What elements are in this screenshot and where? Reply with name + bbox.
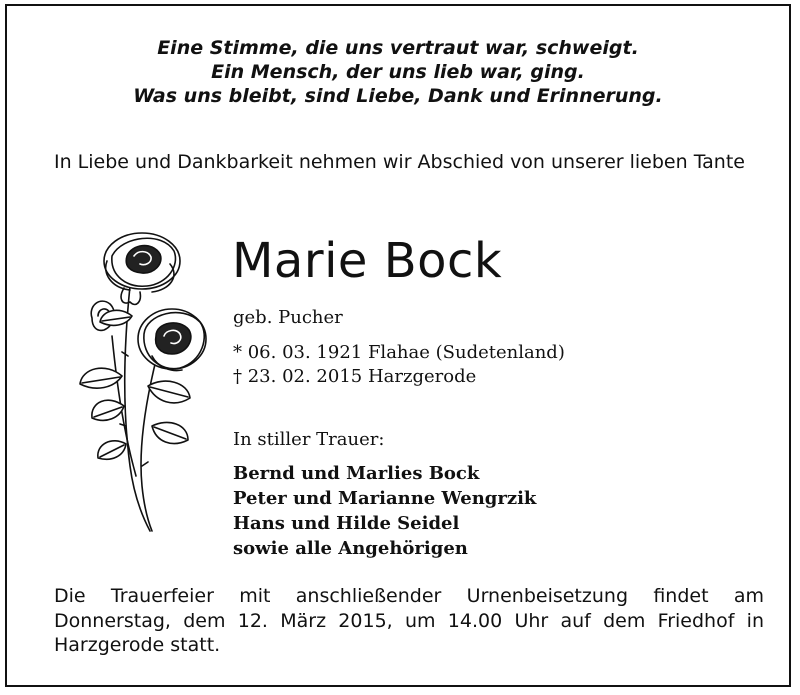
intro-text: In Liebe und Dankbarkeit nehmen wir Abschied von unserer lieben Tante bbox=[54, 151, 745, 173]
birth-date: * 06. 03. 1921 Flahae (Sudetenland) bbox=[233, 342, 565, 363]
mourners-list bbox=[233, 461, 536, 561]
deceased-details bbox=[233, 306, 565, 389]
ceremony-details: Die Trauerfeier mit anschließender Urnenbeisetzung findet am Donnerstag, dem 12. März 2015, um 14.00 Uhr auf dem Friedhof in Harzgerode statt. bbox=[54, 585, 764, 656]
mourner-name: sowie alle Angehörigen bbox=[233, 538, 468, 559]
mourner-name: Bernd und Marlies Bock bbox=[233, 463, 480, 484]
verse-line-2: Ein Mensch, der uns lieb war, ging. bbox=[211, 61, 585, 83]
deceased-name: Marie Bock bbox=[232, 233, 503, 289]
mourning-label: In stiller Trauer: bbox=[233, 429, 385, 450]
verse-line-3: Was uns bleibt, sind Liebe, Dank und Erinnerung. bbox=[133, 85, 663, 107]
obituary-notice bbox=[5, 4, 791, 687]
memorial-verse bbox=[7, 36, 789, 108]
verse-line-1: Eine Stimme, die uns vertraut war, schweigt. bbox=[157, 37, 639, 59]
rose-illustration-icon bbox=[52, 226, 212, 536]
mourner-name: Hans und Hilde Seidel bbox=[233, 513, 460, 534]
maiden-name: geb. Pucher bbox=[233, 307, 343, 328]
mourner-name: Peter und Marianne Wengrzik bbox=[233, 488, 537, 509]
death-date: † 23. 02. 2015 Harzgerode bbox=[233, 366, 477, 387]
